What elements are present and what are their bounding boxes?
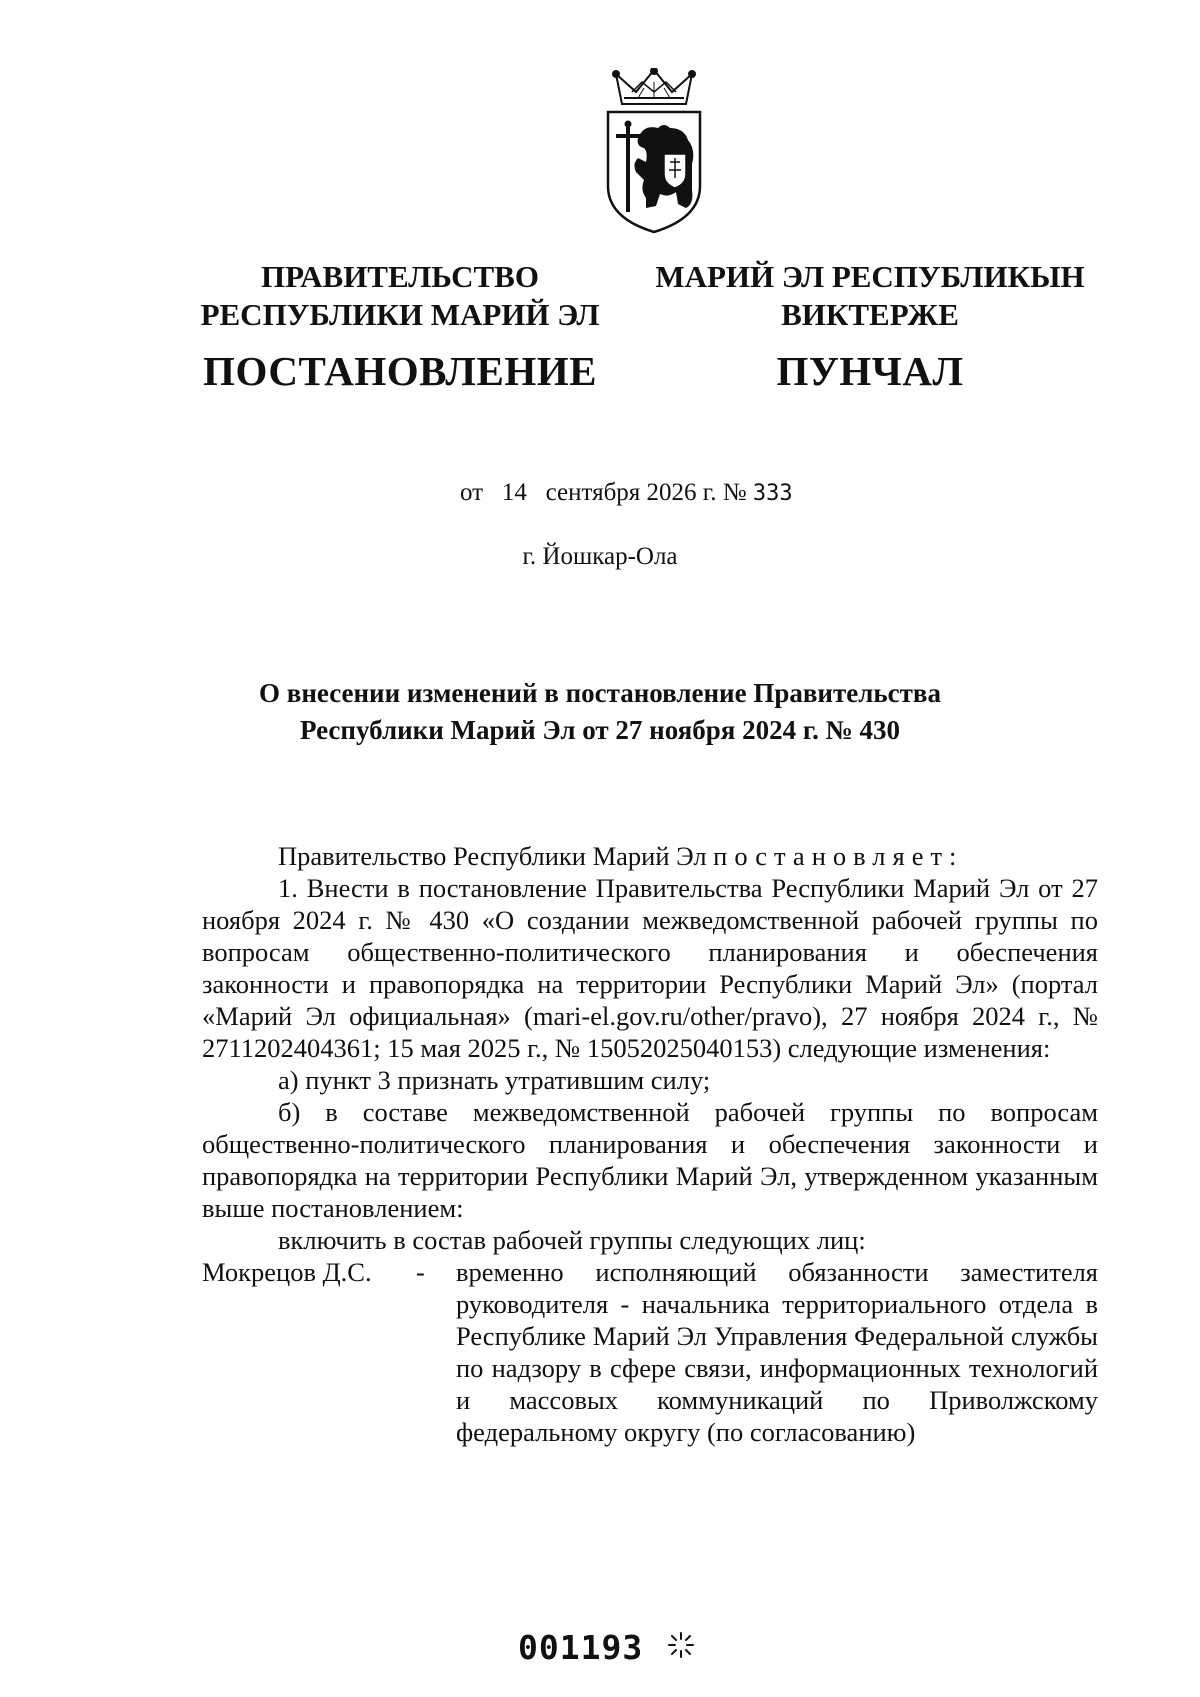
document-type-mari: ПУНЧАЛ [776, 348, 964, 394]
document-city: г. Йошкар-Ола [522, 543, 678, 570]
org-name-russian: ПРАВИТЕЛЬСТВО РЕСПУБЛИКИ МАРИЙ ЭЛ [200, 259, 600, 332]
member-dash: - [416, 1257, 425, 1287]
org-name-mari: МАРИЙ ЭЛ РЕСПУБЛИКЫН ВИКТЕРЖЕ [655, 259, 1085, 332]
date-month-year: сентября 2026 г. № [545, 479, 747, 506]
paragraph-1: 1. Внести в постановление Правительства Республики Марий Эл от 27 ноября 2024 г. № 430 «О создании межведомственной рабочей группы по вопросам общественно-политического планирования и обеспечения законности и правопорядка на территории Республики Марий Эл» (портал «Марий Эл официальная» (mari-el.gov.ru/other/pravo), 27 ноября 2024 г., № 2711202404361; 15 мая 2025 г., № 15052025040153) следующие изменения: [202, 873, 1098, 1063]
member-position: временно исполняющий обязанности заместителя руководителя - начальника территориального отдела в Республике Марий Эл Управления Федеральной службы по надзору в сфере связи, информационных технологий и массовых коммуникаций по Приволжскому федеральному округу (по согласованию) [456, 1257, 1098, 1447]
date-day: 14 [501, 479, 527, 506]
member-entry [202, 1256, 1098, 1448]
document-type-russian: ПОСТАНОВЛЕНИЕ [203, 348, 597, 394]
document-title: О внесении изменений в постановление Правительства Республики Марий Эл от 27 ноября 2024 г. № 430 [259, 678, 941, 745]
paragraph-a: а) пункт 3 признать утратившим силу; [278, 1065, 711, 1095]
member-name: Мокрецов Д.С. [202, 1257, 372, 1287]
header-left [180, 258, 620, 394]
form-serial-number: 001193 [518, 1628, 644, 1667]
intro-paragraph: Правительство Республики Марий Эл постановляет: [278, 841, 964, 871]
snowflake-mark-icon [666, 1630, 696, 1660]
resolves-word: постановляет: [713, 841, 964, 871]
document-number: 333 [752, 481, 793, 506]
paragraph-b: б) в составе межведомственной рабочей группы по вопросам общественно-политического планирования и обеспечения законности и правопорядка на территории Республики Марий Эл, утвержденном указанным выше постановлением: [202, 1097, 1098, 1223]
coat-of-arms-icon [598, 68, 710, 236]
document-dateline [460, 479, 793, 507]
header-right [640, 258, 1100, 394]
date-prefix: от [460, 479, 484, 506]
paragraph-include: включить в состав рабочей группы следующих лиц: [278, 1225, 866, 1255]
document-body [202, 840, 1098, 1448]
